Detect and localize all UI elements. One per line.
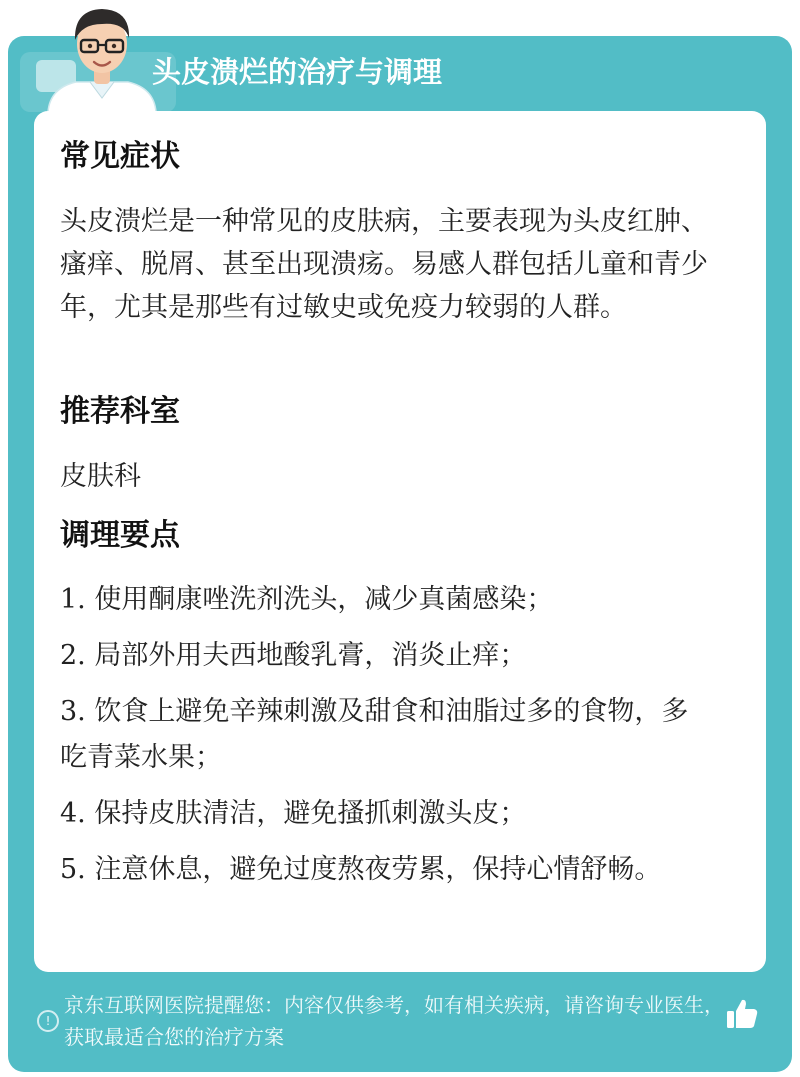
list-item-text: 使用酮康唑洗剂洗头，减少真菌感染； bbox=[94, 584, 554, 615]
content-card bbox=[34, 111, 766, 972]
list-item bbox=[60, 791, 710, 837]
list-item bbox=[60, 577, 710, 623]
doctor-avatar-icon bbox=[42, 0, 162, 112]
list-item-number: 1. bbox=[60, 584, 86, 615]
list-item-text: 保持皮肤清洁，避免搔抓刺激头皮； bbox=[94, 798, 527, 829]
list-item-text: 饮食上避免辛辣刺激及甜食和油脂过多的食物，多吃青菜水果； bbox=[60, 696, 689, 773]
list-item-number: 5. bbox=[60, 854, 86, 885]
list-item bbox=[60, 847, 710, 893]
section-title-care: 调理要点 bbox=[60, 518, 180, 553]
list-item-number: 2. bbox=[60, 640, 86, 671]
info-icon: ! bbox=[37, 1010, 59, 1032]
page-title: 头皮溃烂的治疗与调理 bbox=[152, 55, 443, 89]
section-title-symptoms: 常见症状 bbox=[60, 139, 180, 174]
list-item-text: 注意休息，避免过度熬夜劳累，保持心情舒畅。 bbox=[94, 854, 662, 885]
list-item bbox=[60, 633, 710, 679]
disclaimer-text: 京东互联网医院提醒您：内容仅供参考，如有相关疾病，请咨询专业医生，获取最适合您的治疗方案 bbox=[64, 993, 724, 1049]
thumbs-up-icon[interactable] bbox=[724, 996, 760, 1032]
list-item-text: 局部外用夫西地酸乳膏，消炎止痒； bbox=[94, 640, 527, 671]
department-text: 皮肤科 bbox=[60, 461, 141, 492]
list-item-number: 4. bbox=[60, 798, 86, 829]
list-item-number: 3. bbox=[60, 696, 86, 727]
section-title-department: 推荐科室 bbox=[60, 394, 180, 429]
list-item bbox=[60, 689, 710, 781]
symptoms-text: 头皮溃烂是一种常见的皮肤病，主要表现为头皮红肿、瘙痒、脱屑、甚至出现溃疡。易感人群包括儿童和青少年，尤其是那些有过敏史或免疫力较弱的人群。 bbox=[60, 206, 708, 323]
